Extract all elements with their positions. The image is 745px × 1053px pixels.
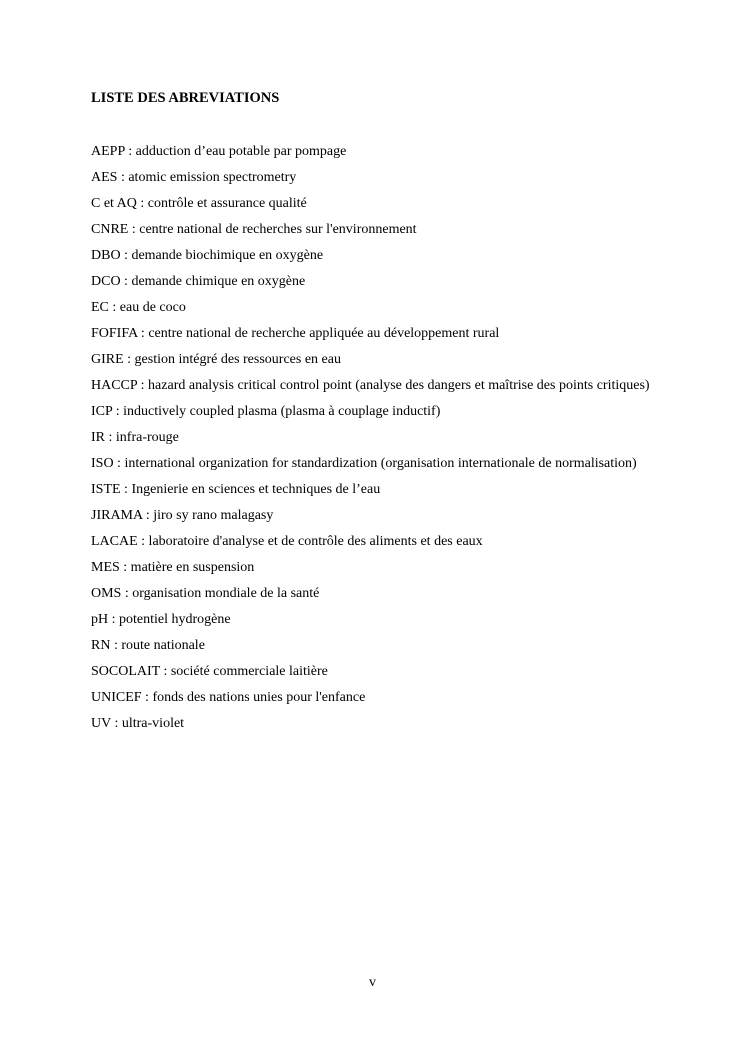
abbreviation-item: ICP : inductively coupled plasma (plasma à couplage inductif): [91, 404, 441, 419]
abbreviation-item: C et AQ : contrôle et assurance qualité: [91, 196, 307, 211]
abbreviation-item: MES : matière en suspension: [91, 560, 255, 575]
abbreviation-item: IR : infra-rouge: [91, 430, 179, 445]
abbreviation-item: JIRAMA : jiro sy rano malagasy: [91, 508, 274, 523]
abbreviation-item: AES : atomic emission spectrometry: [91, 170, 297, 185]
abbreviation-item: FOFIFA : centre national de recherche appliquée au développement rural: [91, 326, 500, 341]
abbreviation-item: EC : eau de coco: [91, 300, 186, 315]
abbreviation-item: DBO : demande biochimique en oxygène: [91, 248, 324, 263]
abbreviation-item: HACCP : hazard analysis critical control point (analyse des dangers et maîtrise des points critiques): [91, 378, 650, 393]
abbreviation-item: pH : potentiel hydrogène: [91, 612, 231, 627]
abbreviation-item: OMS : organisation mondiale de la santé: [91, 586, 320, 601]
abbreviation-item: AEPP : adduction d’eau potable par pompage: [91, 144, 347, 159]
abbreviation-item: GIRE : gestion intégré des ressources en eau: [91, 352, 341, 367]
abbreviation-item: ISTE : Ingenierie en sciences et techniques de l’eau: [91, 482, 381, 497]
page-title: LISTE DES ABREVIATIONS: [91, 90, 280, 106]
abbreviation-list: [91, 139, 673, 737]
abbreviation-item: UV : ultra-violet: [91, 716, 185, 731]
page-number: v: [369, 975, 376, 990]
abbreviation-item: RN : route nationale: [91, 638, 205, 653]
abbreviation-item: CNRE : centre national de recherches sur l'environnement: [91, 222, 417, 237]
abbreviation-item: ISO : international organization for standardization (organisation internationale de normalisation): [91, 456, 637, 471]
abbreviation-item: DCO : demande chimique en oxygène: [91, 274, 306, 289]
abbreviation-item: SOCOLAIT : société commerciale laitière: [91, 664, 328, 679]
abbreviation-item: LACAE : laboratoire d'analyse et de contrôle des aliments et des eaux: [91, 534, 483, 549]
abbreviation-item: UNICEF : fonds des nations unies pour l'enfance: [91, 690, 366, 705]
